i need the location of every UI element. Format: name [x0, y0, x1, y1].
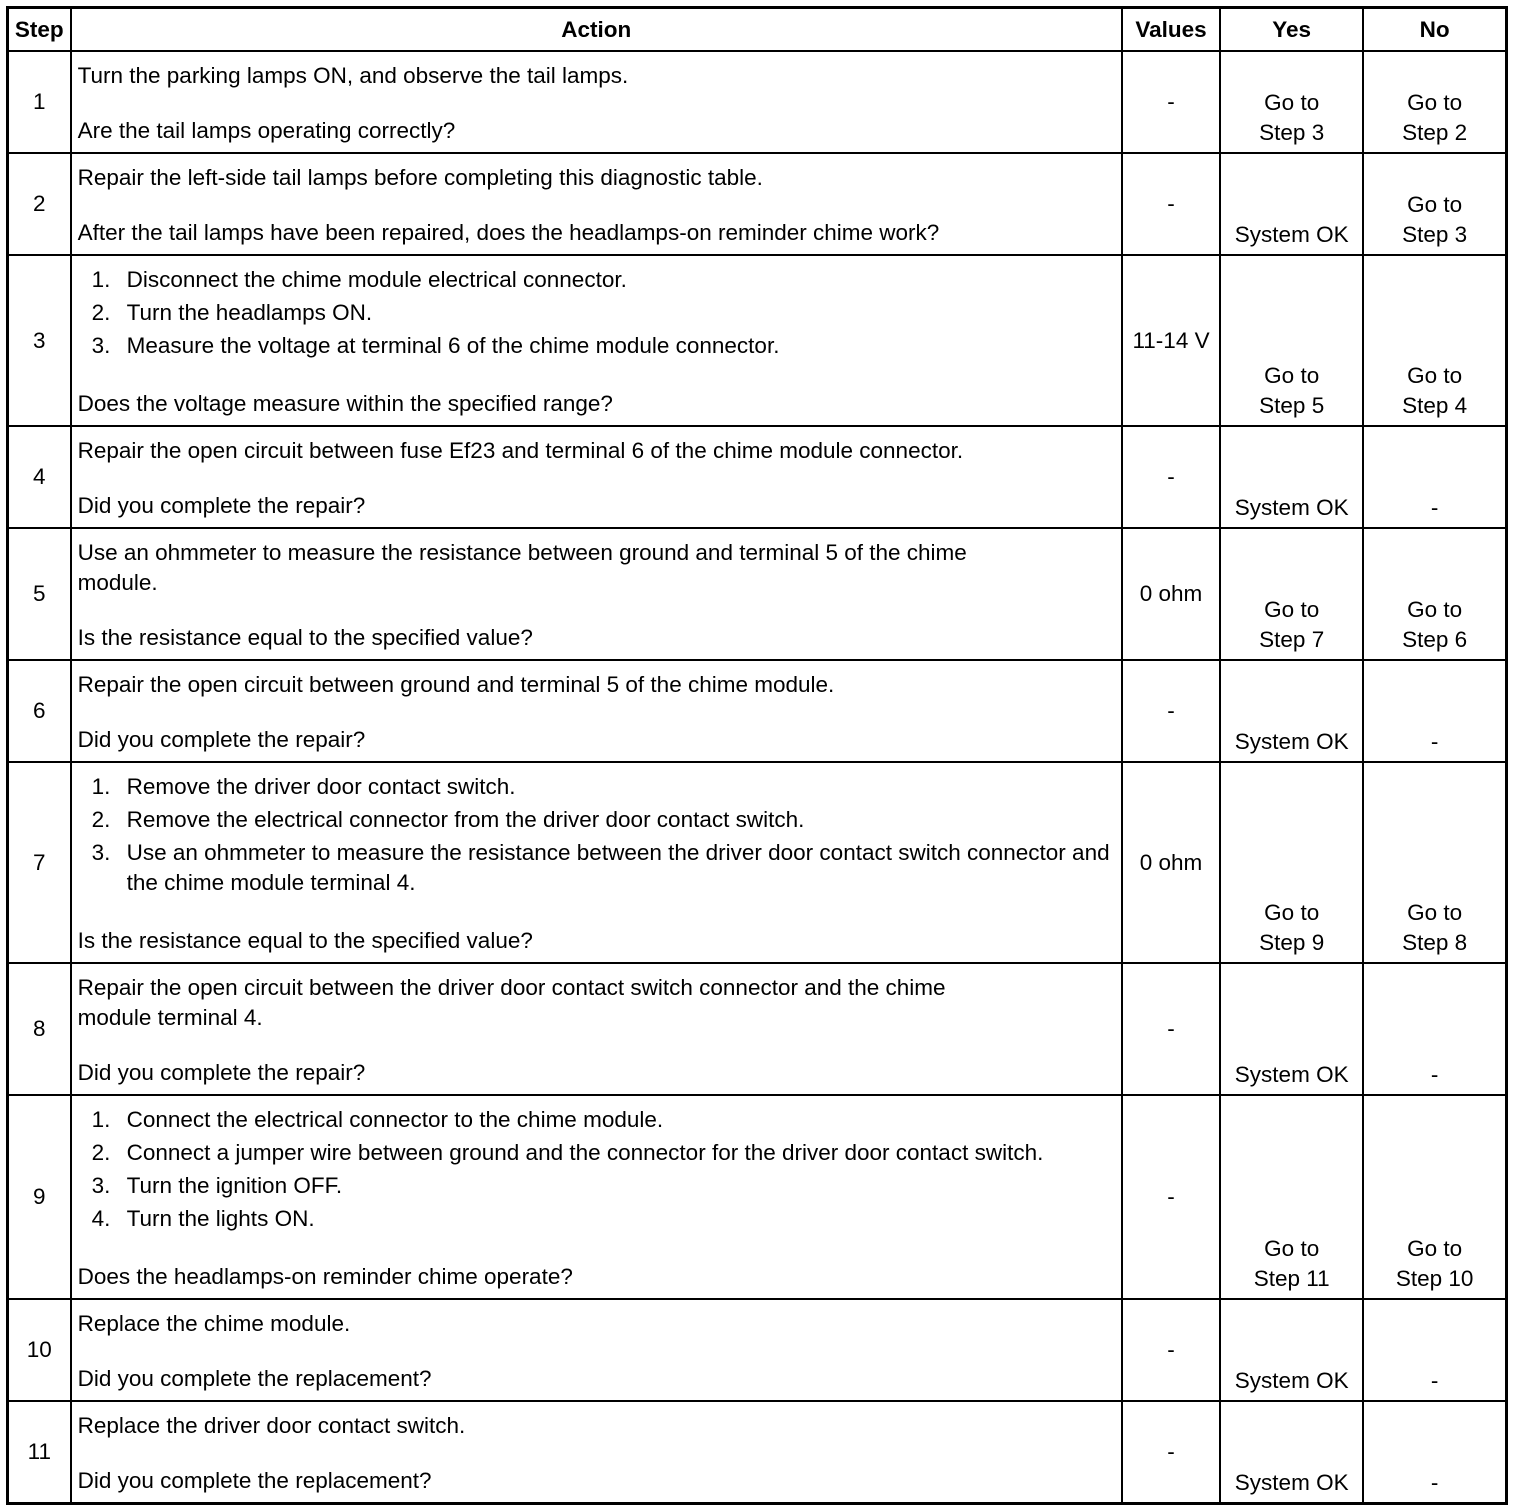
substep-text: Connect the electrical connector to the chime module.	[126, 1107, 664, 1132]
action-cell	[71, 153, 1122, 255]
no-cell	[1363, 1401, 1506, 1504]
action-text: Repair the left-side tail lamps before completing this diagnostic table.	[77, 165, 763, 190]
substep-number: 2.	[91, 807, 111, 832]
no-cell	[1363, 426, 1506, 528]
yes-cell	[1220, 528, 1363, 660]
yes-text: Go to	[1264, 90, 1320, 115]
table-row	[8, 963, 1507, 1095]
no-text: Go to	[1407, 90, 1463, 115]
substep-text: Turn the lights ON.	[126, 1206, 315, 1231]
value-cell: 0 ohm	[1122, 762, 1220, 963]
header-values: Values	[1122, 8, 1220, 52]
substep-item	[78, 1204, 1115, 1234]
yes-cell	[1220, 153, 1363, 255]
no-cell	[1363, 153, 1506, 255]
no-text: Step 10	[1395, 1266, 1474, 1291]
substep-item	[78, 805, 1115, 835]
action-cell	[71, 426, 1122, 528]
action-text: module.	[77, 570, 158, 595]
yes-text: Step 11	[1253, 1266, 1330, 1291]
step-number: 3	[8, 255, 71, 426]
action-question: Is the resistance equal to the specified value?	[77, 928, 533, 953]
step-number: 6	[8, 660, 71, 762]
action-cell	[71, 528, 1122, 660]
table-body	[8, 51, 1507, 1504]
yes-text: Go to	[1264, 900, 1320, 925]
no-text: Go to	[1407, 192, 1463, 217]
no-text: -	[1430, 495, 1439, 520]
substep-item	[78, 772, 1115, 802]
yes-cell	[1220, 1401, 1363, 1504]
yes-text: Step 5	[1259, 393, 1325, 418]
value-cell: -	[1122, 963, 1220, 1095]
substep-number: 3.	[91, 840, 111, 865]
no-text: Go to	[1407, 1236, 1463, 1261]
action-cell	[71, 1401, 1122, 1504]
action-question: Did you complete the replacement?	[77, 1468, 432, 1493]
no-cell	[1363, 51, 1506, 153]
action-cell	[71, 1299, 1122, 1401]
substep-text: Turn the ignition OFF.	[126, 1173, 343, 1198]
yes-text: Go to	[1264, 1236, 1320, 1261]
no-text: Go to	[1407, 900, 1463, 925]
value-cell: 11-14 V	[1122, 255, 1220, 426]
substep-text: Connect a jumper wire between ground and the connector for the driver door contact switch.	[126, 1140, 1044, 1165]
step-number: 9	[8, 1095, 71, 1299]
action-cell	[71, 255, 1122, 426]
value-cell: -	[1122, 153, 1220, 255]
value-cell: -	[1122, 426, 1220, 528]
action-question: Did you complete the repair?	[77, 493, 366, 518]
substep-text: Turn the headlamps ON.	[126, 300, 373, 325]
no-cell	[1363, 1095, 1506, 1299]
action-cell	[71, 963, 1122, 1095]
action-question: Did you complete the repair?	[77, 727, 366, 752]
action-substeps	[78, 265, 1115, 361]
yes-cell	[1220, 51, 1363, 153]
action-text: module terminal 4.	[77, 1005, 263, 1030]
action-text: Repair the open circuit between the driver door contact switch connector and the chime	[77, 975, 946, 1000]
table-row	[8, 1401, 1507, 1504]
table-row	[8, 1299, 1507, 1401]
no-cell	[1363, 963, 1506, 1095]
action-question: Is the resistance equal to the specified value?	[77, 625, 533, 650]
no-text: -	[1430, 1062, 1439, 1087]
substep-text: Remove the electrical connector from the driver door contact switch.	[126, 807, 805, 832]
action-question: Does the headlamps-on reminder chime operate?	[77, 1264, 573, 1289]
action-cell	[71, 51, 1122, 153]
value-cell: -	[1122, 1095, 1220, 1299]
value-cell: -	[1122, 1401, 1220, 1504]
table-row	[8, 660, 1507, 762]
action-question: Are the tail lamps operating correctly?	[77, 118, 456, 143]
substep-number: 1.	[91, 267, 111, 292]
table-row	[8, 426, 1507, 528]
header-row	[8, 8, 1507, 52]
step-number: 10	[8, 1299, 71, 1401]
table-row	[8, 1095, 1507, 1299]
no-text: Step 4	[1402, 393, 1468, 418]
header-no: No	[1363, 8, 1506, 52]
action-question: Did you complete the replacement?	[77, 1366, 432, 1391]
header-action: Action	[71, 8, 1122, 52]
yes-text: System OK	[1234, 222, 1349, 247]
yes-text: System OK	[1234, 495, 1349, 520]
action-text: Use an ohmmeter to measure the resistance between ground and terminal 5 of the chime	[77, 540, 967, 565]
no-text: Step 2	[1402, 120, 1468, 145]
table-row	[8, 762, 1507, 963]
yes-text: Step 3	[1259, 120, 1325, 145]
yes-text: System OK	[1234, 1470, 1349, 1495]
no-text: Step 8	[1402, 930, 1468, 955]
no-text: Step 6	[1402, 627, 1468, 652]
action-text: Replace the chime module.	[77, 1311, 351, 1336]
yes-text: Go to	[1264, 363, 1320, 388]
no-cell	[1363, 1299, 1506, 1401]
value-cell: 0 ohm	[1122, 528, 1220, 660]
yes-cell	[1220, 1299, 1363, 1401]
value-cell: -	[1122, 51, 1220, 153]
no-cell	[1363, 255, 1506, 426]
yes-cell	[1220, 255, 1363, 426]
yes-cell	[1220, 660, 1363, 762]
no-cell	[1363, 660, 1506, 762]
table-row	[8, 528, 1507, 660]
yes-cell	[1220, 963, 1363, 1095]
yes-cell	[1220, 426, 1363, 528]
action-cell	[71, 660, 1122, 762]
action-cell	[71, 762, 1122, 963]
step-number: 8	[8, 963, 71, 1095]
yes-text: System OK	[1234, 1062, 1349, 1087]
no-cell	[1363, 762, 1506, 963]
yes-text: System OK	[1234, 1368, 1349, 1393]
header-step: Step	[8, 8, 71, 52]
value-cell: -	[1122, 660, 1220, 762]
table-row	[8, 153, 1507, 255]
substep-number: 2.	[91, 1140, 111, 1165]
yes-cell	[1220, 762, 1363, 963]
substep-item	[78, 838, 1115, 898]
action-substeps	[78, 772, 1115, 898]
substep-text: Use an ohmmeter to measure the resistance between the driver door contact switch connector and the chime module terminal 4.	[126, 840, 1110, 895]
step-number: 5	[8, 528, 71, 660]
substep-number: 3.	[91, 333, 111, 358]
substep-number: 1.	[91, 1107, 111, 1132]
diagnostic-table	[6, 6, 1508, 1505]
action-text: Replace the driver door contact switch.	[77, 1413, 466, 1438]
no-text: Step 3	[1402, 222, 1468, 247]
yes-cell	[1220, 1095, 1363, 1299]
substep-number: 4.	[91, 1206, 111, 1231]
substep-number: 1.	[91, 774, 111, 799]
action-text: Repair the open circuit between fuse Ef23 and terminal 6 of the chime module connector.	[77, 438, 964, 463]
yes-text: Step 7	[1259, 627, 1325, 652]
action-substeps	[78, 1105, 1115, 1234]
yes-text: Step 9	[1259, 930, 1325, 955]
substep-item	[78, 298, 1115, 328]
step-number: 1	[8, 51, 71, 153]
no-text: Go to	[1407, 597, 1463, 622]
substep-item	[78, 1171, 1115, 1201]
yes-text: Go to	[1264, 597, 1320, 622]
table-row	[8, 51, 1507, 153]
substep-number: 2.	[91, 300, 111, 325]
header-yes: Yes	[1220, 8, 1363, 52]
substep-item	[78, 331, 1115, 361]
no-text: -	[1430, 729, 1439, 754]
substep-number: 3.	[91, 1173, 111, 1198]
substep-text: Remove the driver door contact switch.	[126, 774, 516, 799]
no-text: -	[1430, 1368, 1439, 1393]
no-cell	[1363, 528, 1506, 660]
substep-item	[78, 1138, 1115, 1168]
action-text: Turn the parking lamps ON, and observe the tail lamps.	[77, 63, 629, 88]
step-number: 11	[8, 1401, 71, 1504]
yes-text: System OK	[1234, 729, 1349, 754]
action-cell	[71, 1095, 1122, 1299]
step-number: 7	[8, 762, 71, 963]
substep-text: Disconnect the chime module electrical connector.	[126, 267, 627, 292]
substep-item	[78, 265, 1115, 295]
no-text: Go to	[1407, 363, 1463, 388]
action-question: Did you complete the repair?	[77, 1060, 366, 1085]
table-row	[8, 255, 1507, 426]
substep-text: Measure the voltage at terminal 6 of the chime module connector.	[126, 333, 780, 358]
substep-item	[78, 1105, 1115, 1135]
action-text: Repair the open circuit between ground and terminal 5 of the chime module.	[77, 672, 835, 697]
no-text: -	[1430, 1470, 1439, 1495]
value-cell: -	[1122, 1299, 1220, 1401]
step-number: 4	[8, 426, 71, 528]
action-question: Does the voltage measure within the specified range?	[77, 391, 613, 416]
step-number: 2	[8, 153, 71, 255]
action-question: After the tail lamps have been repaired, does the headlamps-on reminder chime work?	[77, 220, 940, 245]
